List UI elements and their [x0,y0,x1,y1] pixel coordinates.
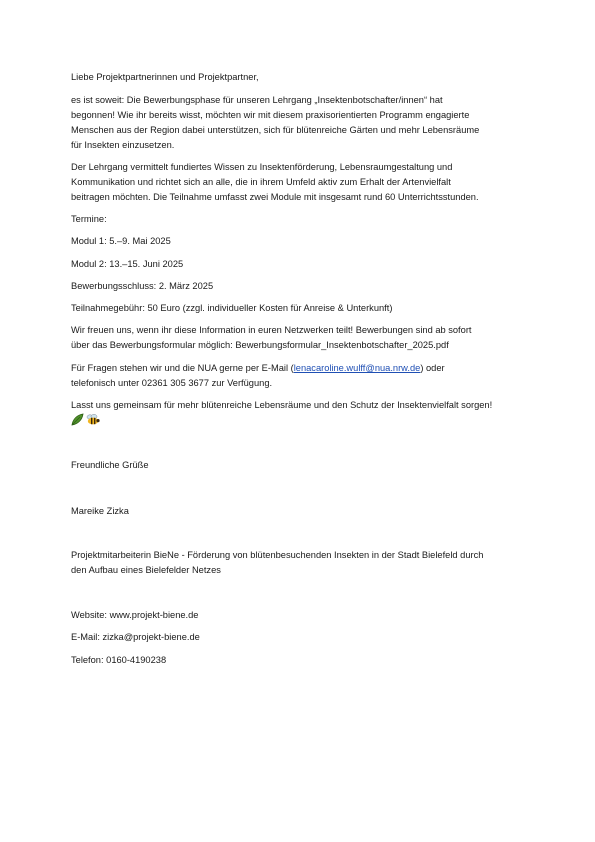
intro-line-3: Menschen aus der Region dabei unterstützen, sich für blütenreiche Gärten und mehr Lebensräume [71,125,480,135]
signer-name: Mareike Zizka [71,506,129,516]
closing-line: Lasst uns gemeinsam für mehr blütenreiche Lebensräume und den Schutz der Insektenvielfalt sorgen! [71,400,493,410]
share-line-1: Wir freuen uns, wenn ihr diese Information in euren Netzwerken teilt! Bewerbungen sind ab sofort [71,325,472,335]
application-deadline: Bewerbungsschluss: 2. März 2025 [71,281,214,291]
email: E-Mail: zizka@projekt-biene.de [71,632,200,642]
role-line-1: Projektmitarbeiterin BieNe - Förderung von blütenbesuchenden Insekten in der Stadt Bielefeld durch [71,550,484,560]
participation-fee: Teilnahmegebühr: 50 Euro (zzgl. individueller Kosten für Anreise & Unterkunft) [71,303,393,313]
course-line-1: Der Lehrgang vermittelt fundiertes Wissen zu Insektenförderung, Lebensraumgestaltung und [71,162,453,172]
intro-line-2: begonnen! Wie ihr bereits wisst, möchten wir mit diesem praxisorientierten Programm engagierte [71,110,470,120]
regards: Freundliche Grüße [71,460,149,470]
phone: Telefon: 0160-4190238 [71,655,167,665]
contact-prefix: Für Fragen stehen wir und die NUA gerne per E-Mail ( [71,363,294,373]
intro-line-1: es ist soweit: Die Bewerbungsphase für unseren Lehrgang „Insektenbotschafter/innen“ hat [71,95,443,105]
website: Website: www.projekt-biene.de [71,610,199,620]
emoji-row [71,413,100,426]
modul-2-date: Modul 2: 13.–15. Juni 2025 [71,259,184,269]
dates-heading: Termine: [71,214,107,224]
greeting: Liebe Projektpartnerinnen und Projektpartner, [71,72,259,82]
course-line-2: Kommunikation und richtet sich an alle, die in ihrem Umfeld aktiv zum Erhalt der Artenvielfalt [71,177,451,187]
contact-line-1 [71,362,445,375]
contact-line-2: telefonisch unter 02361 305 3677 zur Verfügung. [71,378,273,388]
bee-icon [86,413,100,426]
share-line-2: über das Bewerbungsformular möglich: Bewerbungsformular_Insektenbotschafter_2025.pdf [71,340,449,350]
modul-1-date: Modul 1: 5.–9. Mai 2025 [71,236,171,246]
contact-suffix: ) oder [420,363,445,373]
contact-email-link[interactable]: lenacaroline.wulff@nua.nrw.de [293,363,421,373]
role-line-2: den Aufbau eines Bielefelder Netzes [71,565,221,575]
intro-line-4: für Insekten einzusetzen. [71,140,175,150]
course-line-3: beitragen möchten. Die Teilnahme umfasst zwei Module mit insgesamt rund 60 Unterrichtsstunden. [71,192,479,202]
leaf-icon [71,413,84,426]
